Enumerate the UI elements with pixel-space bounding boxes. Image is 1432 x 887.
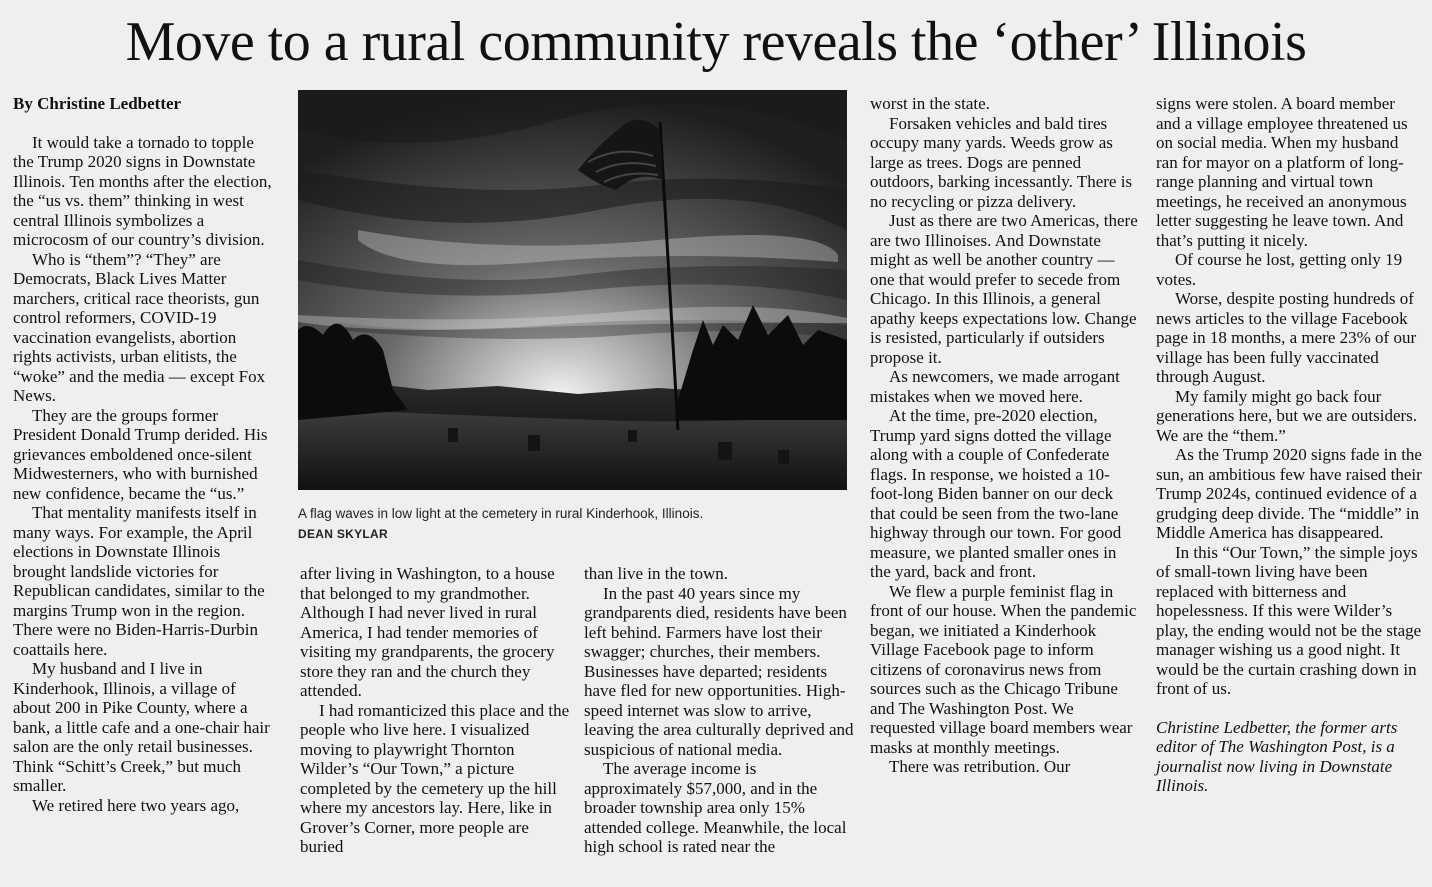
headline: Move to a rural community reveals the ‘other’ Illinois <box>125 11 1307 73</box>
paragraph: signs were stolen. A board member and a village employee threatened us on social media. When my husband ran for mayor on a platform of long-range planning and virtual town meetings, he received an anonymous letter suggesting he leave town. And that’s putting it nicely. <box>1156 94 1408 250</box>
paragraph: In the past 40 years since my grandparents died, residents have been left behind. Farmers have lost their swagger; churches, their members. Businesses have departed; residents have fled for new opportunities. High-speed internet was slow to arrive, leaving the area culturally deprived and suspicious of national media. <box>584 583 854 759</box>
paragraph: At the time, pre-2020 election, Trump yard signs dotted the village along with a couple of Confederate flags. In response, we hoisted a 10-foot-long Biden banner on our deck that could be seen from the two-lane highway through our town. For good measure, we planted smaller ones in the yard, back and front. <box>870 406 1122 581</box>
paragraph: As newcomers, we made arrogant mistakes when we moved here. <box>870 367 1120 406</box>
paragraph: I had romanticized this place and the people who live here. I visualized moving to playwright Thornton Wilder’s “Our Town,” a picture completed by the cemetery up the hill where my ancestors lay. Here, like in Grover’s Corner, more people are buried <box>300 700 570 856</box>
paragraph: We flew a purple feminist flag in front of our house. When the pandemic began, we initiated a Kinderhook Village Facebook page to inform citizens of coronavirus news from sources such as the Chicago Tribune and The Washington Post. We requested village board members wear masks at monthly meetings. <box>870 581 1137 757</box>
paragraph: That mentality manifests itself in many ways. For example, the April elections in Downstate Illinois brought landslide victories for Republican candidates, similar to the margins Trump won in the region. There were no Biden-Harris-Durbin coattails here. <box>13 503 265 659</box>
article-photo <box>298 90 847 490</box>
paragraph: There was retribution. Our <box>889 757 1071 776</box>
photo-credit: DEAN SKYLAR <box>298 527 388 541</box>
paragraph: after living in Washington, to a house that belonged to my grandmother. Although I had never lived in rural America, I had tender memories of visiting my grandparents, the grocery store they ran and the church they attended. <box>300 564 555 700</box>
column-3 <box>584 564 854 857</box>
paragraph: Worse, despite posting hundreds of news articles to the village Facebook page in 18 months, a mere 23% of our village has been fully vaccinated through August. <box>1156 289 1417 386</box>
paragraph: In this “Our Town,” the simple joys of small-town living have been replaced with bitterness and hopelessness. If this were Wilder’s play, the ending would not be the stage manager wishing us a good night. It would be the curtain crashing down in front of us. <box>1156 542 1422 698</box>
photo-caption: A flag waves in low light at the cemetery in rural Kinderhook, Illinois. <box>298 506 704 521</box>
paragraph: It would take a tornado to topple the Trump 2020 signs in Downstate Illinois. Ten months after the election, the “us vs. them” thinking in west central Illinois symbolizes a microcosm of our country’s division. <box>13 132 272 249</box>
paragraph: Of course he lost, getting only 19 votes. <box>1156 250 1403 289</box>
column-5 <box>1156 94 1422 796</box>
flag-sunset-image <box>298 90 847 490</box>
paragraph: than live in the town. <box>584 564 729 583</box>
column-2 <box>300 564 570 857</box>
paragraph: Just as there are two Americas, there are two Illinoises. And Downstate might as well be another country — one that would prefer to secede from Chicago. In this Illinois, a general apathy keeps expectations low. Change is resisted, particularly if outsiders propose it. <box>870 211 1138 367</box>
paragraph: As the Trump 2020 signs fade in the sun, an ambitious few have raised their Trump 2024s, continued evidence of a grudging deep divide. The “middle” in Middle America has disappeared. <box>1156 445 1422 542</box>
paragraph: The average income is approximately $57,000, and in the broader township area only 15% attended college. Meanwhile, the local high school is rated near the <box>584 759 847 856</box>
byline: By Christine Ledbetter <box>13 94 182 113</box>
author-bio: Christine Ledbetter, the former arts editor of The Washington Post, is a journalist now living in Downstate Illinois. <box>1156 717 1398 795</box>
column-4 <box>870 94 1140 777</box>
paragraph: Forsaken vehicles and bald tires occupy many yards. Weeds grow as large as trees. Dogs are penned outdoors, barking incessantly. There is no recycling or pizza delivery. <box>870 113 1133 211</box>
paragraph: We retired here two years ago, <box>32 795 240 815</box>
paragraph: My husband and I live in Kinderhook, Illinois, a village of about 200 in Pike County, where a bank, a little cafe and a one-chair hair salon are the only retail businesses. Think “Schitt’s Creek,” but much smaller. <box>13 659 270 795</box>
paragraph: My family might go back four generations here, but we are outsiders. We are the “them.” <box>1156 386 1418 445</box>
column-1 <box>13 94 277 815</box>
paragraph: They are the groups former President Donald Trump derided. His grievances emboldened once-silent Midwesterners, who with burnished new confidence, became the “us.” <box>13 405 268 503</box>
paragraph: worst in the state. <box>870 94 990 113</box>
paragraph: Who is “them”? “They” are Democrats, Black Lives Matter marchers, critical race theorists, gun control reformers, COVID-19 vaccination evangelists, abortion rights activists, urban elitists, the “woke” and the media — except Fox News. <box>13 249 266 405</box>
